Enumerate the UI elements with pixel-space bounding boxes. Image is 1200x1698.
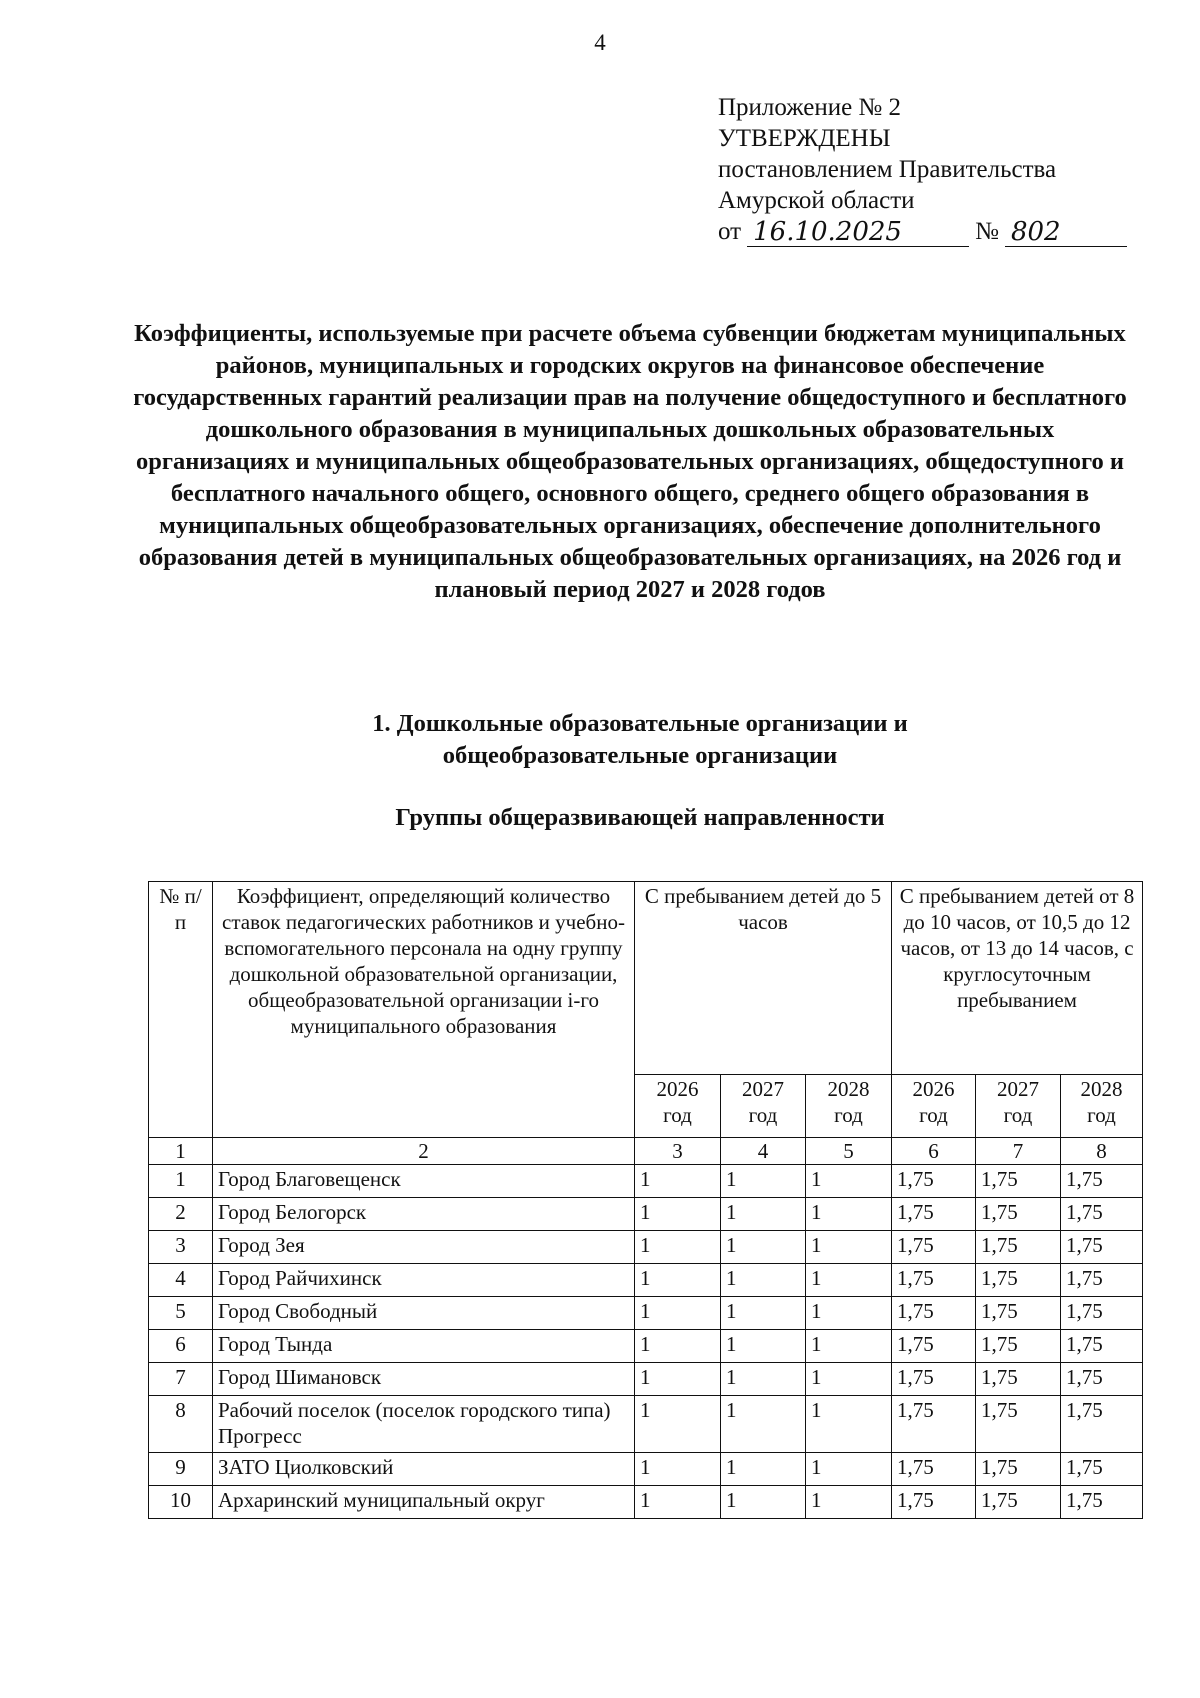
- appendix-label: Приложение № 2: [718, 94, 902, 121]
- coefficient-value: 1,75: [976, 1363, 1061, 1396]
- coefficient-value: 1: [721, 1165, 806, 1198]
- municipality-name: Город Свободный: [213, 1297, 635, 1330]
- decree-date-number: [718, 216, 1127, 247]
- row-number: 3: [149, 1231, 213, 1264]
- row-number: 6: [149, 1330, 213, 1363]
- coefficient-value: 1,75: [976, 1486, 1061, 1519]
- coefficient-value: 1,75: [976, 1396, 1061, 1453]
- coefficient-value: 1,75: [892, 1453, 976, 1486]
- coefficient-value: 1: [806, 1486, 892, 1519]
- coefficient-value: 1,75: [892, 1165, 976, 1198]
- coefficient-value: 1: [635, 1396, 721, 1453]
- number-prefix: №: [975, 218, 999, 245]
- coefficient-value: 1: [721, 1396, 806, 1453]
- table-row: [149, 1453, 1143, 1486]
- row-number: 5: [149, 1297, 213, 1330]
- table-row: [149, 1198, 1143, 1231]
- section-title: [150, 708, 1130, 772]
- column-number: 4: [721, 1138, 806, 1165]
- document-title: Коэффициенты, используемые при расчете объема субвенции бюджетам муниципальных районов, муниципальных и городских округов на финансовое обеспечение государственных гарантий реализации прав на получение общедоступного и бесплатного дошкольного образования в муниципальных дошкольных образовательных организациях и муниципальных общеобразовательных организациях, общедоступного и бесплатного начального общего, основного общего, среднего общего образования в муниципальных общеобразовательных организациях, обеспечение дополнительного образования детей в муниципальных общеобразовательных организациях, на 2026 год и плановый период 2027 и 2028 годов: [133, 320, 1127, 603]
- coefficient-value: 1,75: [892, 1231, 976, 1264]
- municipality-name: Город Райчихинск: [213, 1264, 635, 1297]
- coefficient-value: 1,75: [892, 1330, 976, 1363]
- coefficient-value: 1,75: [1061, 1486, 1143, 1519]
- coefficient-value: 1: [721, 1363, 806, 1396]
- municipality-name: Город Шимановск: [213, 1363, 635, 1396]
- coefficient-value: 1: [635, 1264, 721, 1297]
- table-row: [149, 1231, 1143, 1264]
- row-number: 2: [149, 1198, 213, 1231]
- coefficient-value: 1: [721, 1264, 806, 1297]
- row-number: 4: [149, 1264, 213, 1297]
- column-number: 6: [892, 1138, 976, 1165]
- region-label: Амурской области: [718, 187, 915, 214]
- coefficient-value: 1: [806, 1231, 892, 1264]
- header-group-8-to-14-hours: С пребыванием детей от 8 до 10 часов, от 10,5 до 12 часов, от 13 до 14 часов, с круглосуточным пребыванием: [892, 882, 1143, 1075]
- column-number: 3: [635, 1138, 721, 1165]
- row-number: 8: [149, 1396, 213, 1453]
- coefficient-value: 1,75: [1061, 1231, 1143, 1264]
- coefficient-value: 1,75: [976, 1198, 1061, 1231]
- approved-by-label: постановлением Правительства: [718, 156, 1057, 183]
- column-number: 8: [1061, 1138, 1143, 1165]
- coefficient-value: 1: [721, 1453, 806, 1486]
- table-row: [149, 1396, 1143, 1453]
- coefficient-value: 1,75: [892, 1297, 976, 1330]
- coefficient-value: 1: [721, 1198, 806, 1231]
- section-title-line-2: общеобразовательные организации: [442, 742, 838, 769]
- coefficient-value: 1: [806, 1264, 892, 1297]
- table-row: [149, 1363, 1143, 1396]
- coefficient-value: 1: [635, 1297, 721, 1330]
- coefficient-value: 1,75: [892, 1486, 976, 1519]
- coefficient-value: 1,75: [1061, 1453, 1143, 1486]
- coefficient-value: 1,75: [1061, 1396, 1143, 1453]
- header-year: 2028 год: [1061, 1075, 1143, 1138]
- column-number-row: [149, 1138, 1143, 1165]
- coefficient-value: 1: [721, 1297, 806, 1330]
- coefficient-value: 1: [806, 1363, 892, 1396]
- decree-date-handwritten: 16.10.2025: [747, 218, 969, 247]
- table-row: [149, 1330, 1143, 1363]
- header-year: 2027 год: [976, 1075, 1061, 1138]
- header-coefficient-description: Коэффициент, определяющий количество ставок педагогических работников и учебно-вспомогательного персонала на одну группу дошкольной образовательной организации, общеобразовательной организации i-го муниципального образования: [213, 882, 635, 1138]
- table-row: [149, 1486, 1143, 1519]
- coefficient-value: 1,75: [892, 1363, 976, 1396]
- municipality-name: ЗАТО Циолковский: [213, 1453, 635, 1486]
- coefficient-value: 1,75: [976, 1453, 1061, 1486]
- coefficients-table: [148, 881, 1143, 1519]
- header-year: 2027 год: [721, 1075, 806, 1138]
- coefficient-value: 1: [721, 1231, 806, 1264]
- coefficient-value: 1,75: [1061, 1165, 1143, 1198]
- column-number: 2: [213, 1138, 635, 1165]
- column-number: 5: [806, 1138, 892, 1165]
- coefficient-value: 1: [635, 1165, 721, 1198]
- row-number: 7: [149, 1363, 213, 1396]
- group-title: Группы общеразвивающей направленности: [395, 804, 885, 831]
- coefficient-value: 1: [806, 1297, 892, 1330]
- municipality-name: Архаринский муниципальный округ: [213, 1486, 635, 1519]
- coefficient-value: 1,75: [976, 1264, 1061, 1297]
- municipality-name: Город Зея: [213, 1231, 635, 1264]
- date-prefix: от: [718, 218, 742, 245]
- table-row: [149, 1297, 1143, 1330]
- coefficient-value: 1: [635, 1198, 721, 1231]
- header-year: 2026 год: [635, 1075, 721, 1138]
- municipality-name: Город Благовещенск: [213, 1165, 635, 1198]
- coefficient-value: 1: [806, 1330, 892, 1363]
- section-title-line-1: 1. Дошкольные образовательные организации и: [372, 710, 908, 737]
- coefficient-value: 1,75: [1061, 1330, 1143, 1363]
- row-number: 1: [149, 1165, 213, 1198]
- header-row-number: № п/п: [149, 882, 213, 1138]
- coefficient-value: 1,75: [1061, 1297, 1143, 1330]
- municipality-name: Город Белогорск: [213, 1198, 635, 1231]
- coefficient-value: 1: [635, 1486, 721, 1519]
- coefficient-value: 1: [635, 1453, 721, 1486]
- coefficient-value: 1,75: [892, 1264, 976, 1297]
- decree-number-handwritten: 802: [1005, 218, 1127, 247]
- coefficient-value: 1,75: [892, 1396, 976, 1453]
- coefficient-value: 1: [806, 1453, 892, 1486]
- coefficient-value: 1: [635, 1231, 721, 1264]
- coefficient-value: 1,75: [976, 1165, 1061, 1198]
- table-row: [149, 1264, 1143, 1297]
- coefficient-value: 1: [635, 1330, 721, 1363]
- coefficient-value: 1,75: [1061, 1198, 1143, 1231]
- municipality-name: Рабочий поселок (поселок городского типа) Прогресс: [213, 1396, 635, 1453]
- row-number: 10: [149, 1486, 213, 1519]
- table-row: [149, 1165, 1143, 1198]
- approval-block: [718, 92, 1127, 247]
- municipality-name: Город Тында: [213, 1330, 635, 1363]
- page-number: 4: [594, 30, 606, 55]
- coefficient-value: 1,75: [976, 1231, 1061, 1264]
- coefficient-value: 1: [721, 1330, 806, 1363]
- coefficient-value: 1: [806, 1165, 892, 1198]
- coefficient-value: 1: [806, 1396, 892, 1453]
- coefficient-value: 1,75: [976, 1330, 1061, 1363]
- coefficient-value: 1,75: [1061, 1363, 1143, 1396]
- header-group-up-to-5-hours: С пребыванием детей до 5 часов: [635, 882, 892, 1075]
- column-number: 1: [149, 1138, 213, 1165]
- header-year: 2028 год: [806, 1075, 892, 1138]
- coefficient-value: 1,75: [892, 1198, 976, 1231]
- row-number: 9: [149, 1453, 213, 1486]
- column-number: 7: [976, 1138, 1061, 1165]
- approved-label: УТВЕРЖДЕНЫ: [718, 125, 891, 152]
- header-year: 2026 год: [892, 1075, 976, 1138]
- coefficient-value: 1: [721, 1486, 806, 1519]
- coefficient-value: 1,75: [1061, 1264, 1143, 1297]
- coefficient-value: 1: [635, 1363, 721, 1396]
- coefficient-value: 1: [806, 1198, 892, 1231]
- coefficient-value: 1,75: [976, 1297, 1061, 1330]
